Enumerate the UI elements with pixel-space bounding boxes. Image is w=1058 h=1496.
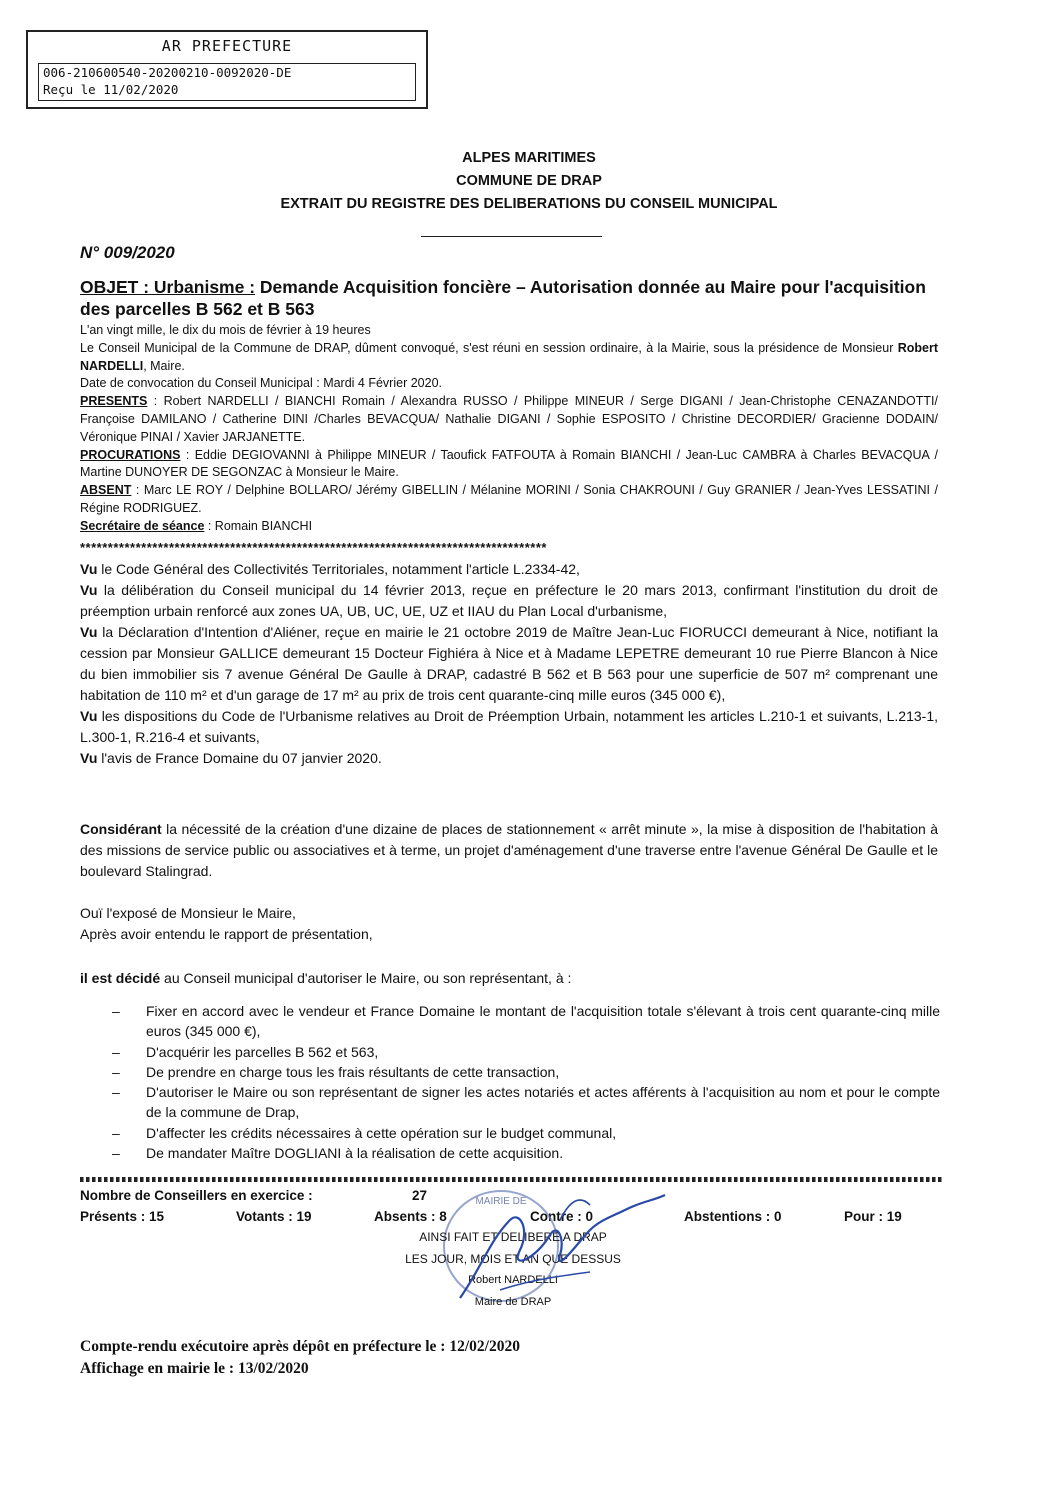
- vu-block: [80, 559, 938, 769]
- deliberation-number: N° 009/2020: [80, 243, 175, 262]
- votants-count: Votants : 19: [236, 1209, 312, 1224]
- absent-list: ABSENT : Marc LE ROY / Delphine BOLLARO/ Jérémy GIBELLIN / Mélanine MORINI / Sonia CHAKROUNI / Guy GRANIER / Jean-Yves LESSATINI / Régine RODRIGUEZ.: [80, 483, 938, 515]
- pour-count: Pour : 19: [844, 1209, 902, 1224]
- vu-item: Vu l'avis de France Domaine du 07 janvier 2020.: [80, 750, 382, 766]
- vu-item: Vu la délibération du Conseil municipal du 14 février 2013, reçue en préfecture le 20 mars 2013, confirmant l'institution du droit de préemption urbain renforcé aux zones UA, UB, UC, UE, UZ et IIAU du Plan Local d'urbanisme,: [80, 582, 938, 619]
- list-item: – D'affecter les crédits nécessaires à cette opération sur le budget communal,: [112, 1124, 617, 1141]
- signatory-name: Robert NARDELLI: [468, 1274, 558, 1286]
- considerant-block: [80, 819, 938, 882]
- ar-stamp-received: Reçu le 11/02/2020: [43, 82, 179, 97]
- objet-label: OBJET : Urbanisme :: [80, 277, 256, 297]
- header-divider: [421, 236, 602, 237]
- commune-heading: COMMUNE DE DRAP: [456, 173, 602, 189]
- contre-count: Contre : 0: [530, 1209, 594, 1224]
- objet-title: [80, 276, 940, 320]
- posting-notice: Affichage en mairie le : 13/02/2020: [80, 1360, 309, 1377]
- convocation-date: Date de convocation du Conseil Municipal : Mardi 4 Février 2020.: [80, 376, 442, 391]
- mairie-seal-stamp: MAIRIE DE: [443, 1190, 559, 1302]
- ar-prefecture-stamp: [26, 30, 428, 109]
- considerant-text: la nécessité de la création d'une dizaine de places de stationnement « arrêt minute », la mise à disposition de l'habitation à des missions de service public ou associatives et à terme, un projet d'aménagement d'une traverse entre l'avenue Général De Gaulle et le boulevard Stalingrad.: [80, 821, 938, 879]
- considerant-label: Considérant: [80, 821, 162, 837]
- session-block: [80, 322, 938, 536]
- mayor-name: Robert NARDELLI: [80, 340, 938, 373]
- oui-line: Ouï l'exposé de Monsieur le Maire,: [80, 905, 296, 921]
- objet-text: Demande Acquisition foncière – Autorisation donnée au Maire pour l'acquisition des parcelles B 562 et B 563: [80, 277, 926, 319]
- vu-item: Vu les dispositions du Code de l'Urbanisme relatives au Droit de Préemption Urbain, notamment les articles L.210-1 et suivants, L.213-1, L.300-1, R.216-4 et suivants,: [80, 708, 938, 745]
- presents-count: Présents : 15: [80, 1209, 165, 1224]
- ar-stamp-reference: 006-210600540-20200210-0092020-DE: [43, 65, 292, 80]
- presents-list: PRESENTS : Robert NARDELLI / BIANCHI Romain / Alexandra RUSSO / Philippe MINEUR / Serge DIGANI / Jean-Christophe CENAZANDOTTI/ Françoise DAMILANO / Catherine DINI /Charles BEVACQUA/ Nathalie DIGANI / Sophie ESPOSITO / Christine DECORDIER/ Gracienne DODAIN/ Véronique PINAI / Xavier JARJANETTE.: [80, 394, 938, 444]
- decision-block: [80, 968, 938, 989]
- ar-stamp-title: AR PREFECTURE: [161, 37, 293, 55]
- secretary: Secrétaire de séance : Romain BIANCHI: [80, 518, 313, 533]
- decision-label: il est décidé: [80, 970, 161, 986]
- conseillers-label: Nombre de Conseillers en exercice :: [80, 1188, 313, 1203]
- decision-text: au Conseil municipal d'autoriser le Maire, ou son représentant, à :: [160, 970, 572, 986]
- abstentions-count: Abstentions : 0: [684, 1209, 782, 1224]
- list-item: – D'autoriser le Maire ou son représentant de signer les actes notariés et actes afférents à l'acquisition au nom et pour le compte de la commune de Drap,: [112, 1084, 940, 1121]
- list-item: – D'acquérir les parcelles B 562 et 563,: [112, 1043, 379, 1060]
- conseillers-value: 27: [412, 1188, 428, 1203]
- list-item: – Fixer en accord avec le vendeur et France Domaine le montant de l'acquisition totale s'élevant à trois cent quarante-cinq mille euros (345 000 €),: [112, 1003, 940, 1040]
- star-separator: ************************************************************************************: [80, 540, 547, 555]
- oui-block: [80, 903, 938, 945]
- execution-notice: Compte-rendu exécutoire après dépôt en préfecture le : 12/02/2020: [80, 1338, 520, 1355]
- seal-line: AINSI FAIT ET DELIBERE A DRAP: [419, 1230, 607, 1244]
- session-convocation: Le Conseil Municipal de la Commune de DRAP, dûment convoqué, s'est réuni en session ordinaire, à la Mairie, sous la présidence de Monsieur Robert NARDELLI, Maire.: [80, 340, 938, 373]
- procurations-list: PROCURATIONS : Eddie DEGIOVANNI à Philippe MINEUR / Taoufick FATFOUTA à Romain BIANCHI / Jean-Luc CAMBRA à Charles BEVACQUA / Martine DUNOYER DE SEGONZAC à Monsieur le Maire.: [80, 447, 938, 480]
- seal-line: LES JOUR, MOIS ET AN QUE DESSUS: [405, 1252, 621, 1266]
- action-list: [80, 1001, 940, 1163]
- signatory-title: Maire de DRAP: [474, 1296, 552, 1308]
- dotted-divider: [80, 1177, 942, 1182]
- department-heading: ALPES MARITIMES: [462, 150, 596, 166]
- list-item: – De prendre en charge tous les frais résultants de cette transaction,: [112, 1063, 560, 1080]
- list-item: – De mandater Maître DOGLIANI à la réalisation de cette acquisition.: [112, 1145, 564, 1162]
- absents-count: Absents : 8: [374, 1209, 447, 1224]
- vu-item: Vu le Code Général des Collectivités Territoriales, notamment l'article L.2334-42,: [80, 561, 580, 577]
- ar-stamp-details: [38, 63, 416, 101]
- signature-block: [398, 1192, 628, 1317]
- register-heading: EXTRAIT DU REGISTRE DES DELIBERATIONS DU CONSEIL MUNICIPAL: [280, 196, 778, 212]
- vu-item: Vu la Déclaration d'Intention d'Aliéner, reçue en mairie le 21 octobre 2019 de Maître Jean-Luc FIORUCCI demeurant à Nice, notifiant la cession par Monsieur GALLICE demeurant 15 Docteur Fighiéra à Nice et à Madame LEPETRE demeurant 10 rue Pierre Blancon à Nice du bien immobilier sis 7 avenue Général De Gaulle à DRAP, cadastré B 562 et B 563 pour une superficie de 507 m² comprenant une habitation de 110 m² et d'un garage de 17 m² au prix de trois cent quarante-cinq mille euros (345 000 €),: [80, 624, 938, 703]
- session-date: L'an vingt mille, le dix du mois de février à 19 heures: [80, 323, 371, 337]
- oui-line: Après avoir entendu le rapport de présentation,: [80, 926, 373, 942]
